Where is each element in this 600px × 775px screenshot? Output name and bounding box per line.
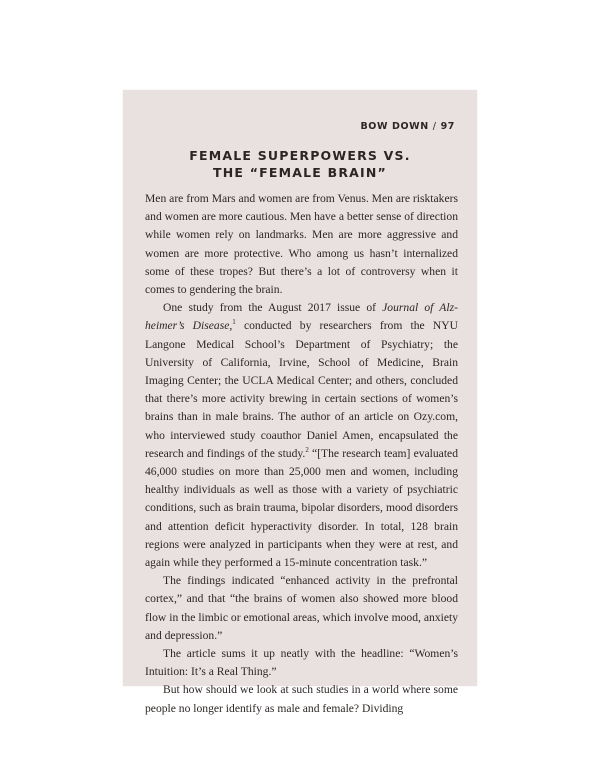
body-text [145,190,458,718]
journal-title: Journal of Alzheimer’s Disease, [145,301,458,333]
paragraph-5: But how should we look at such studies in a world where some people no longer identify as male and female? Dividing [145,683,458,715]
footnote-ref-1: 1 [232,318,236,327]
page-number: 97 [440,121,455,132]
section-heading [123,147,477,181]
paragraph-1: Men are from Mars and women are from Venus. Men are risktakers and women are more cautious. Men have a better sense of direction while women rely on landmarks. Men are more aggressive and women are more protective. Who among us hasn’t internalized some of these tropes? But there’s a lot of controversy when it comes to gendering the brain. [145,192,458,297]
running-head-separator: / [432,121,437,132]
book-page [123,90,477,715]
footnote-ref-2: 2 [305,445,309,454]
paragraph-2-part-b: conducted by researchers from the NYU Langone Medical School’s Department of Psychiatry; the University of California, Irvine, School of Medicine, Brain Imaging Center; the UCLA Medical Center; and others, concluded that there’s more activity brewing in certain sections of women’s brains than in male brains. The author of an article on Ozy.com, who interviewed study coauthor Daniel Amen, encapsulated the research and findings of the study. [145,319,458,460]
paragraph-4: The article sums it up neatly with the headline: “Women’s Intuition: It’s a Real Thing.” [145,647,458,679]
paragraph-2-part-c: “[The research team] evaluated 46,000 studies on more than 25,000 men and women, including healthy individuals as well as those with a variety of psychiatric conditions, such as brain trauma, bipolar disorders, mood disorders and attention deficit hyperactivity disorder. In total, 128 brain regions were analyzed in participants when they were at rest, and again while they performed a 15-minute concentration task.” [145,446,458,570]
paragraph-2-part-a: One study from the August 2017 issue of [163,301,383,315]
running-head-section: BOW DOWN [360,121,429,132]
section-heading-line-1: FEMALE SUPERPOWERS VS. [189,148,411,163]
paragraph-2 [145,299,458,572]
running-head [360,121,455,132]
section-heading-line-2: THE “FEMALE BRAIN” [213,165,387,180]
paragraph-3: The findings indicated “enhanced activity in the prefrontal cortex,” and that “the brains of women also showed more blood flow in the limbic or emotional areas, which involve mood, anxiety and depression.” [145,574,458,642]
